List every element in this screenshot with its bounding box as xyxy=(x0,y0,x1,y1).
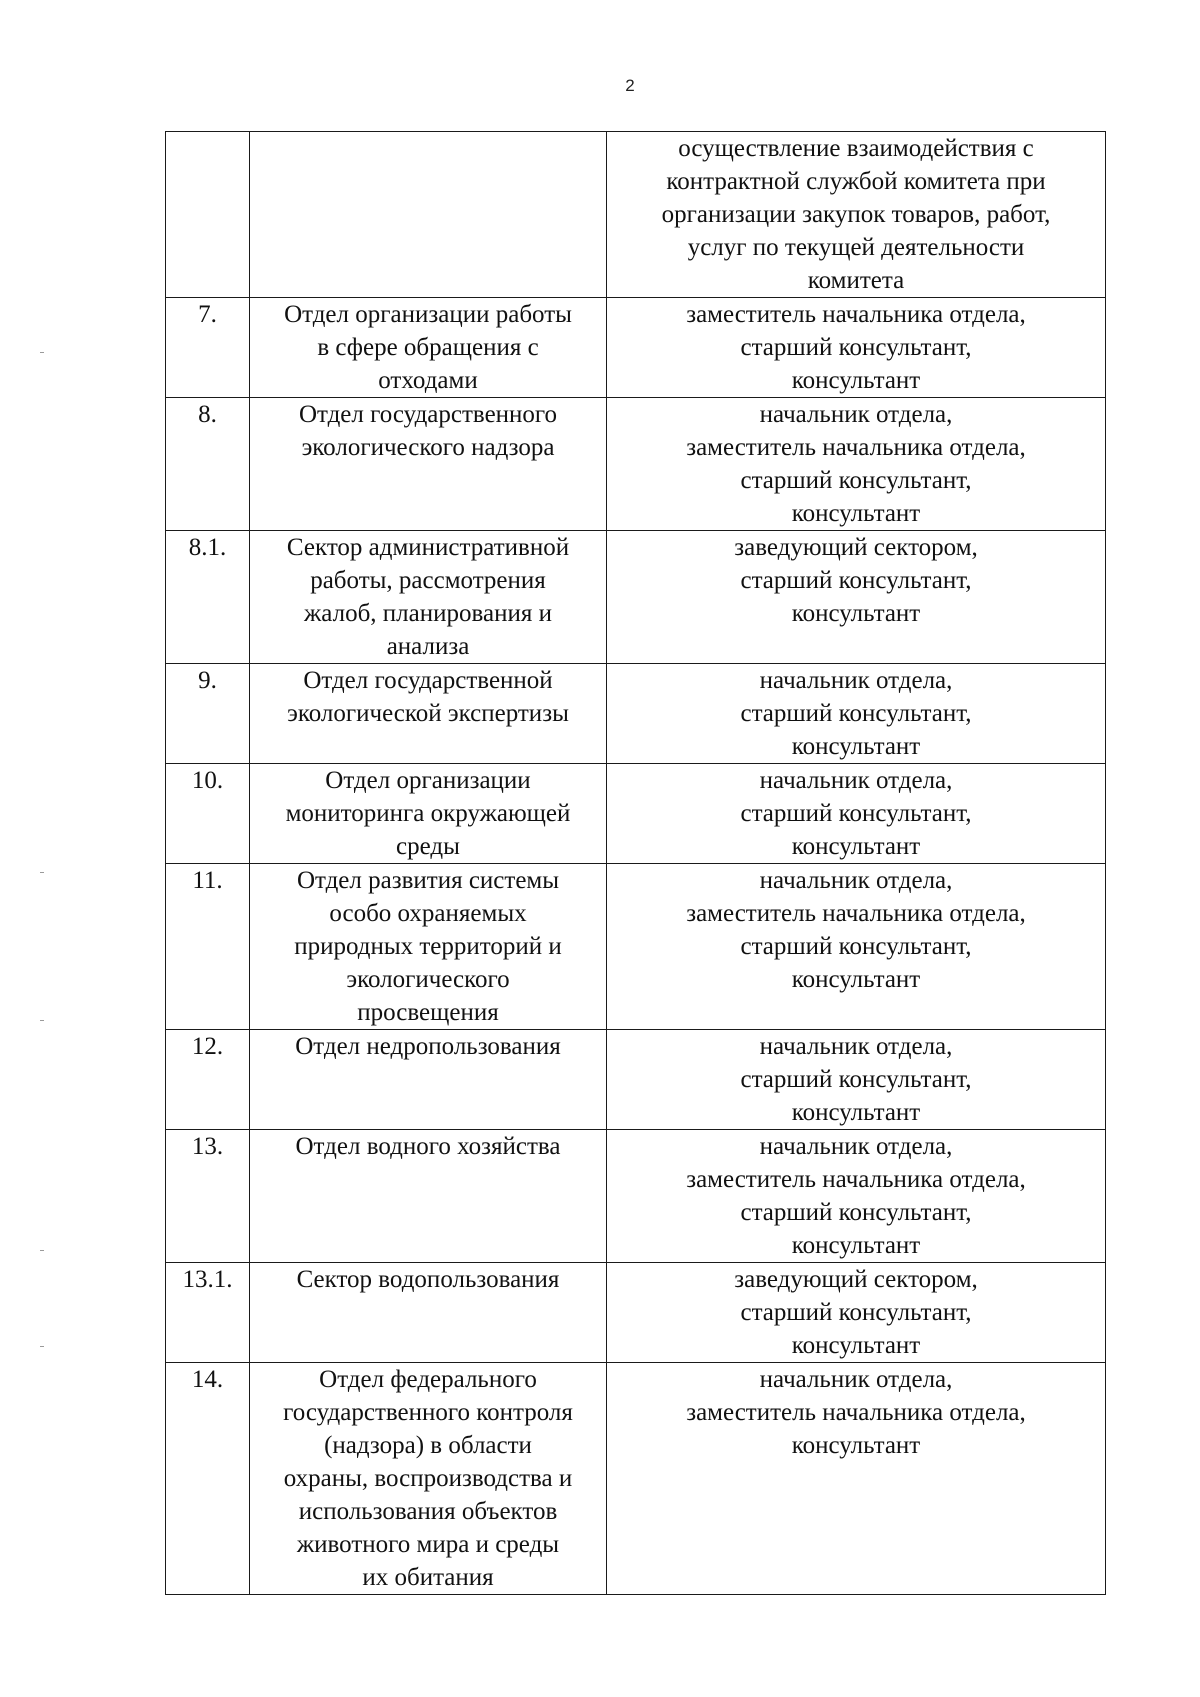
unit-name-line: Отдел организации xyxy=(325,767,531,794)
row-number-cell xyxy=(166,298,250,398)
positions-table xyxy=(165,131,1106,1595)
unit-name-cell xyxy=(250,531,607,664)
unit-name-line: экологического надзора xyxy=(301,434,555,461)
scan-mark xyxy=(40,352,44,353)
position-line: заместитель начальника отдела, xyxy=(686,900,1026,927)
table-row xyxy=(166,132,1106,298)
unit-name-line: охраны, воспроизводства и xyxy=(283,1465,573,1492)
unit-name-line: Отдел федерального xyxy=(319,1366,537,1393)
unit-name-line: отходами xyxy=(378,367,478,394)
unit-name-line: анализа xyxy=(386,633,470,660)
unit-name-line: Отдел водного хозяйства xyxy=(295,1133,561,1160)
position-line: контрактной службой комитета при xyxy=(666,168,1046,195)
unit-name-line: работы, рассмотрения xyxy=(310,567,546,594)
unit-name-line: Сектор административной xyxy=(286,534,570,561)
positions-cell xyxy=(607,864,1106,1030)
table-row xyxy=(166,764,1106,864)
unit-name-line: природных территорий и xyxy=(294,933,562,960)
unit-name-line: жалоб, планирования и xyxy=(304,600,552,627)
unit-name-cell xyxy=(250,132,607,298)
row-number-cell xyxy=(166,398,250,531)
position-line: старший консультант, xyxy=(740,467,972,494)
scan-mark xyxy=(40,1250,44,1251)
position-line: консультант xyxy=(791,733,921,760)
position-line: заместитель начальника отдела, xyxy=(686,301,1026,328)
row-number: 8.1. xyxy=(188,534,227,561)
position-line: старший консультант, xyxy=(740,334,972,361)
unit-name-line: экологической экспертизы xyxy=(287,700,569,727)
unit-name-line: Отдел развития системы xyxy=(296,867,560,894)
row-number: 9. xyxy=(198,667,217,694)
position-line: комитета xyxy=(807,267,905,294)
position-line: консультант xyxy=(791,367,921,394)
unit-name-cell xyxy=(250,398,607,531)
unit-name-cell xyxy=(250,864,607,1030)
row-number-cell xyxy=(166,531,250,664)
unit-name-cell xyxy=(250,764,607,864)
unit-name-line: экологического xyxy=(346,966,510,993)
table-row xyxy=(166,398,1106,531)
unit-name-line: животного мира и среды xyxy=(296,1531,560,1558)
position-line: консультант xyxy=(791,966,921,993)
positions-cell xyxy=(607,664,1106,764)
position-line: заведующий сектором, xyxy=(734,534,978,561)
table-row xyxy=(166,664,1106,764)
unit-name-line: мониторинга окружающей xyxy=(285,800,571,827)
unit-name-cell xyxy=(250,1363,607,1595)
position-line: начальник отдела, xyxy=(759,667,953,694)
unit-name-cell xyxy=(250,1030,607,1130)
position-line: начальник отдела, xyxy=(759,867,953,894)
table-row xyxy=(166,531,1106,664)
position-line: консультант xyxy=(791,500,921,527)
table-row xyxy=(166,864,1106,1030)
unit-name-line: использования объектов xyxy=(298,1498,558,1525)
unit-name-line: в сфере обращения с xyxy=(317,334,539,361)
row-number: 8. xyxy=(198,401,217,428)
position-line: услуг по текущей деятельности xyxy=(687,234,1025,261)
row-number: 12. xyxy=(191,1033,224,1060)
table-row xyxy=(166,298,1106,398)
positions-cell xyxy=(607,1263,1106,1363)
position-line: начальник отдела, xyxy=(759,1133,953,1160)
position-line: начальник отдела, xyxy=(759,401,953,428)
positions-cell xyxy=(607,398,1106,531)
table-row xyxy=(166,1263,1106,1363)
position-line: старший консультант, xyxy=(740,567,972,594)
row-number: 10. xyxy=(191,767,224,794)
unit-name-cell xyxy=(250,1263,607,1363)
row-number: 13.1. xyxy=(182,1266,233,1293)
row-number: 11. xyxy=(192,867,223,894)
position-line: консультант xyxy=(791,1432,921,1459)
unit-name-line: Сектор водопользования xyxy=(296,1266,560,1293)
position-line: заместитель начальника отдела, xyxy=(686,1166,1026,1193)
row-number-cell xyxy=(166,864,250,1030)
scan-mark xyxy=(40,872,44,873)
unit-name-line: Отдел организации работы xyxy=(284,301,572,328)
unit-name-cell xyxy=(250,664,607,764)
position-line: старший консультант, xyxy=(740,1066,972,1093)
unit-name-line: (надзора) в области xyxy=(324,1432,532,1459)
unit-name-line: их обитания xyxy=(362,1564,494,1591)
position-line: осуществление взаимодействия с xyxy=(678,135,1034,162)
unit-name-line: просвещения xyxy=(357,999,499,1026)
positions-cell xyxy=(607,1130,1106,1263)
positions-cell xyxy=(607,1363,1106,1595)
unit-name-line: особо охраняемых xyxy=(329,900,527,927)
position-line: старший консультант, xyxy=(740,1199,972,1226)
position-line: заведующий сектором, xyxy=(734,1266,978,1293)
position-line: консультант xyxy=(791,1232,921,1259)
table-row xyxy=(166,1030,1106,1130)
position-line: начальник отдела, xyxy=(759,767,953,794)
row-number-cell xyxy=(166,1363,250,1595)
positions-table-body xyxy=(166,132,1106,1595)
row-number: 13. xyxy=(191,1133,224,1160)
row-number-cell xyxy=(166,664,250,764)
position-line: старший консультант, xyxy=(740,1299,972,1326)
position-line: заместитель начальника отдела, xyxy=(686,1399,1026,1426)
positions-cell xyxy=(607,298,1106,398)
scan-mark xyxy=(40,1346,44,1347)
position-line: начальник отдела, xyxy=(759,1366,953,1393)
position-line: консультант xyxy=(791,1099,921,1126)
page-number: 2 xyxy=(625,76,635,95)
unit-name-cell xyxy=(250,1130,607,1263)
unit-name-line: Отдел государственной xyxy=(303,667,553,694)
unit-name-line: Отдел недропользования xyxy=(295,1033,561,1060)
position-line: старший консультант, xyxy=(740,700,972,727)
position-line: организации закупок товаров, работ, xyxy=(661,201,1051,228)
positions-cell xyxy=(607,132,1106,298)
row-number-cell xyxy=(166,1130,250,1263)
row-number-cell xyxy=(166,132,250,298)
scan-mark xyxy=(40,1020,44,1021)
table-row xyxy=(166,1130,1106,1263)
row-number-cell xyxy=(166,1030,250,1130)
unit-name-cell xyxy=(250,298,607,398)
table-row xyxy=(166,1363,1106,1595)
position-line: начальник отдела, xyxy=(759,1033,953,1060)
positions-cell xyxy=(607,764,1106,864)
position-line: заместитель начальника отдела, xyxy=(686,434,1026,461)
row-number-cell xyxy=(166,1263,250,1363)
row-number: 14. xyxy=(191,1366,224,1393)
position-line: старший консультант, xyxy=(740,933,972,960)
positions-cell xyxy=(607,1030,1106,1130)
position-line: консультант xyxy=(791,833,921,860)
unit-name-line: государственного контроля xyxy=(283,1399,573,1426)
position-line: консультант xyxy=(791,1332,921,1359)
unit-name-line: среды xyxy=(396,833,460,860)
row-number: 7. xyxy=(198,301,217,328)
row-number-cell xyxy=(166,764,250,864)
position-line: консультант xyxy=(791,600,921,627)
position-line: старший консультант, xyxy=(740,800,972,827)
unit-name-line: Отдел государственного xyxy=(298,401,558,428)
positions-cell xyxy=(607,531,1106,664)
